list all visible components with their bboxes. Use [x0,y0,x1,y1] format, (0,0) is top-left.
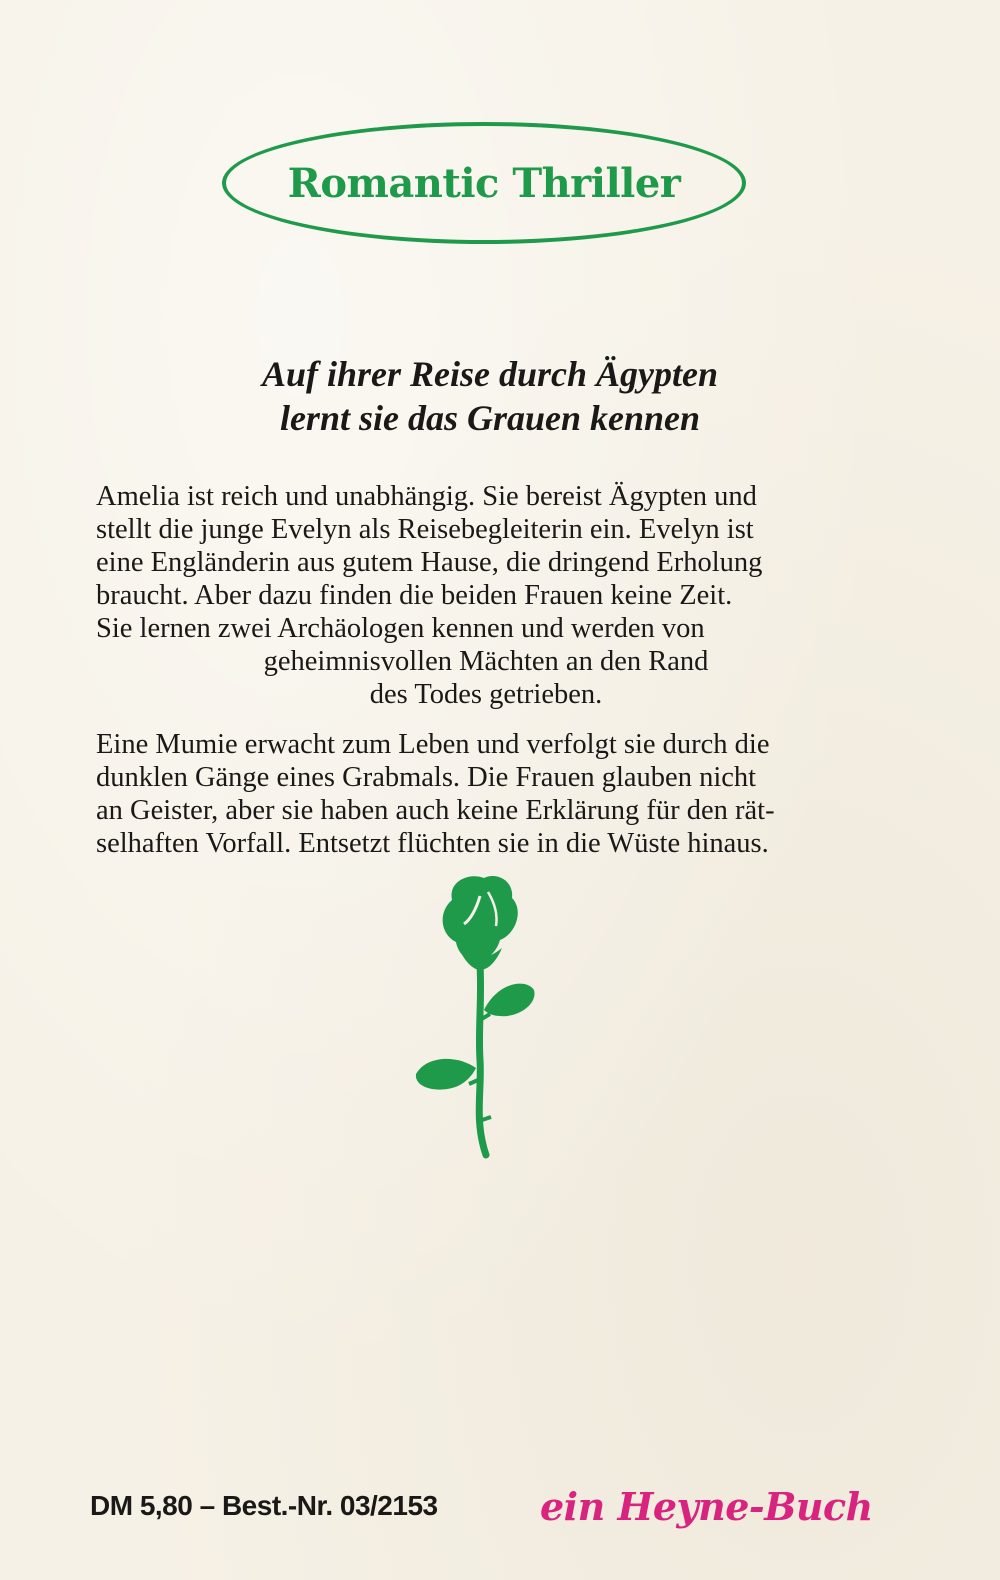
blurb-line: geheimnisvollen Mächten an den Rand [263,646,709,677]
series-badge [222,122,746,244]
blurb-line: Amelia ist reich und unabhängig. Sie bereist Ägypten und [96,481,757,512]
blurb-line: dunklen Gänge eines Grabmals. Die Frauen glauben nicht [96,762,757,793]
headline [100,352,880,440]
blurb-paragraph-2 [96,728,876,860]
blurb-line: Sie lernen zwei Archäologen kennen und werden von [96,613,705,644]
blurb-line: des Todes getrieben. [369,679,603,710]
blurb-line: an Geister, aber sie haben auch keine Erklärung für den rät- [96,795,775,826]
blurb-line: Eine Mumie erwacht zum Leben und verfolgt sie durch die [96,729,770,760]
blurb-line: selhaften Vorfall. Entsetzt flüchten sie in die Wüste hinaus. [96,828,769,859]
headline-line-2: lernt sie das Grauen kennen [279,398,701,438]
price-and-order-number: DM 5,80 – Best.-Nr. 03/2153 [90,1490,438,1521]
publisher-imprint: ein Heyne-Buch [540,1484,873,1529]
blurb-line: braucht. Aber dazu finden die beiden Frauen keine Zeit. [96,580,733,611]
series-label: Romantic Thriller [287,159,681,207]
rose-icon [408,870,548,1160]
headline-line-1: Auf ihrer Reise durch Ägypten [261,354,719,394]
blurb-line: stellt die junge Evelyn als Reisebegleiterin ein. Evelyn ist [96,514,754,545]
blurb-line: eine Engländerin aus gutem Hause, die dringend Erholung [96,547,763,578]
blurb-paragraph-1 [96,480,876,711]
